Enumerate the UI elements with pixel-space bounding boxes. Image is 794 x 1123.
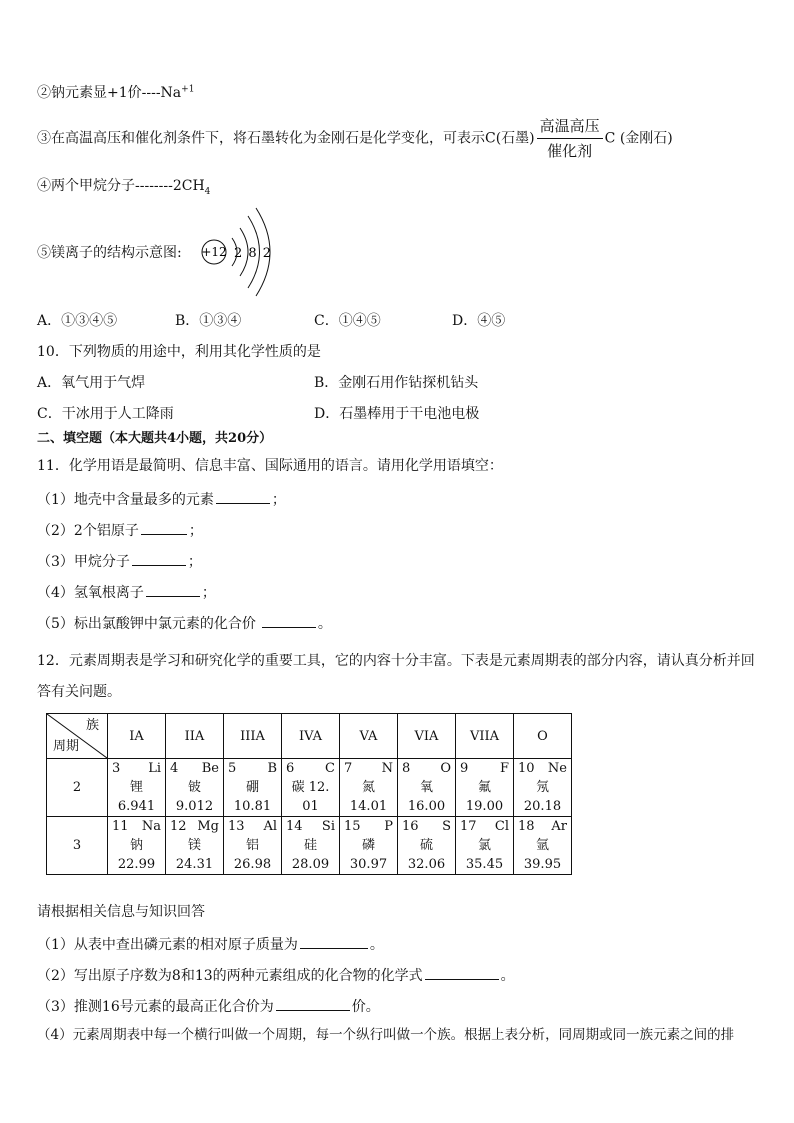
element-symbol: F bbox=[499, 761, 509, 776]
element-name: 镁 bbox=[187, 838, 201, 853]
magnesium-ion-diagram-icon bbox=[196, 204, 286, 299]
q12-stem-line-1: 12．元素周期表是学习和研究化学的重要工具，它的内容十分丰富。下表是元素周期表的部分内容，请认真分析并回 bbox=[37, 653, 755, 669]
element-cell bbox=[224, 759, 282, 817]
element-symbol: S bbox=[442, 819, 451, 834]
element-cell bbox=[166, 817, 224, 875]
period-label: 2 bbox=[47, 759, 108, 817]
element-cell bbox=[108, 817, 166, 875]
q12-answer-2[interactable] bbox=[425, 965, 499, 980]
group-header: IIIA bbox=[224, 714, 282, 759]
group-header: VIIA bbox=[456, 714, 514, 759]
element-symbol: Mg bbox=[197, 819, 219, 834]
q9-option-c[interactable]: C．①④⑤ bbox=[314, 313, 381, 329]
corner-cell bbox=[47, 714, 108, 759]
element-mass: 14.01 bbox=[349, 799, 388, 814]
q9-item-4-text: ④两个甲烷分子--------2CH bbox=[37, 178, 205, 194]
element-name: 铝 bbox=[245, 838, 259, 853]
element-name: 氮 bbox=[361, 780, 375, 795]
element-number: 7 bbox=[344, 761, 353, 776]
q11-answer-2[interactable] bbox=[141, 520, 187, 535]
element-symbol: Ar bbox=[551, 819, 567, 834]
q9-option-b[interactable]: B．①③④ bbox=[175, 313, 242, 329]
element-number: 6 bbox=[286, 761, 295, 776]
element-name: 磷 bbox=[361, 838, 375, 853]
group-header: IIA bbox=[166, 714, 224, 759]
q9-item-2 bbox=[37, 84, 194, 102]
q12-part-1-text: （1）从表中查出磷元素的相对原子质量为 bbox=[37, 937, 298, 953]
element-mass: 16.00 bbox=[407, 799, 446, 814]
element-number: 5 bbox=[228, 761, 237, 776]
element-cell bbox=[224, 817, 282, 875]
group-header: VIA bbox=[398, 714, 456, 759]
element-symbol: P bbox=[384, 819, 393, 834]
element-name: 氧 bbox=[419, 780, 433, 795]
q12-prompt: 请根据相关信息与知识回答 bbox=[37, 904, 205, 920]
q11-part-5-end: 。 bbox=[317, 616, 332, 632]
element-name: 硅 bbox=[303, 838, 317, 853]
element-name: 氟 bbox=[477, 780, 491, 795]
q11-part-2 bbox=[37, 520, 203, 540]
q10-option-c[interactable]: C．干冰用于人工降雨 bbox=[37, 406, 174, 422]
element-cell bbox=[340, 817, 398, 875]
q9-item-2-text: ②钠元素显+1价----Na bbox=[37, 85, 182, 101]
element-name: 锂 bbox=[129, 780, 143, 795]
element-name: 氯 bbox=[477, 838, 491, 853]
element-name: 钠 bbox=[129, 838, 143, 853]
q11-part-4-end: ； bbox=[201, 585, 216, 601]
element-number: 13 bbox=[228, 819, 245, 834]
q9-item-5-text: ⑤镁离子的结构示意图: bbox=[37, 245, 182, 261]
element-number: 8 bbox=[402, 761, 411, 776]
element-symbol: Si bbox=[321, 819, 335, 834]
q11-part-5-text: （5）标出氯酸钾中氯元素的化合价 bbox=[37, 616, 256, 632]
q12-answer-3[interactable] bbox=[276, 996, 350, 1011]
period-row-2 bbox=[47, 759, 572, 817]
q9-item-4 bbox=[37, 177, 210, 195]
element-number: 9 bbox=[460, 761, 469, 776]
q9-item-4-sub: 4 bbox=[204, 186, 211, 197]
element-cell bbox=[166, 759, 224, 817]
element-number: 3 bbox=[112, 761, 121, 776]
element-symbol: Cl bbox=[494, 819, 509, 834]
ion-nucleus-label: +12 bbox=[201, 245, 227, 259]
q9-item-3-post: C (金刚石) bbox=[604, 130, 673, 147]
element-name: 铍 bbox=[187, 780, 201, 795]
q12-part-3 bbox=[37, 996, 380, 1016]
element-mass: 24.31 bbox=[175, 857, 214, 872]
element-number: 16 bbox=[402, 819, 419, 834]
q10-option-a[interactable]: A．氧气用于气焊 bbox=[37, 375, 146, 391]
q12-part-1-end: 。 bbox=[369, 937, 384, 953]
q12-part-4: （4）元素周期表中每一个横行叫做一个周期，每一个纵行叫做一个族。根据上表分析，同周期或同一族元素之间的排 bbox=[37, 1027, 735, 1043]
periodic-table bbox=[46, 713, 572, 875]
corner-top-label: 族 bbox=[85, 718, 99, 733]
element-mass: 39.95 bbox=[523, 857, 562, 872]
q11-part-4 bbox=[37, 582, 216, 602]
reaction-condition bbox=[537, 116, 603, 161]
q12-part-3-end: 价。 bbox=[351, 999, 380, 1015]
element-cell bbox=[456, 817, 514, 875]
element-symbol: Na bbox=[141, 819, 161, 834]
element-cell bbox=[514, 759, 572, 817]
element-name: 硼 bbox=[245, 780, 259, 795]
q11-answer-4[interactable] bbox=[146, 582, 200, 597]
group-header: IA bbox=[108, 714, 166, 759]
q12-stem-line-2: 答有关问题。 bbox=[37, 684, 121, 700]
q11-part-2-end: ； bbox=[188, 523, 203, 539]
element-name: 氖 bbox=[535, 780, 549, 795]
group-header: IVA bbox=[282, 714, 340, 759]
q9-item-2-sup: +1 bbox=[181, 84, 195, 95]
element-symbol: O bbox=[440, 761, 451, 776]
element-number: 4 bbox=[170, 761, 179, 776]
element-number: 17 bbox=[460, 819, 477, 834]
element-number: 18 bbox=[518, 819, 535, 834]
element-number: 15 bbox=[344, 819, 361, 834]
element-cell bbox=[398, 817, 456, 875]
q11-part-3-text: （3）甲烷分子 bbox=[37, 554, 130, 570]
q11-answer-1[interactable] bbox=[216, 489, 270, 504]
q12-answer-1[interactable] bbox=[300, 934, 368, 949]
reaction-condition-top: 高温高压 bbox=[537, 116, 603, 139]
element-mass: 19.00 bbox=[465, 799, 504, 814]
q9-option-a[interactable]: A．①③④⑤ bbox=[37, 313, 118, 329]
q12-part-3-text: （3）推测16号元素的最高正化合价为 bbox=[37, 999, 274, 1015]
q9-option-d[interactable]: D．④⑤ bbox=[452, 313, 506, 329]
element-mass: 6.941 bbox=[117, 799, 156, 814]
q11-part-5 bbox=[37, 613, 332, 633]
section-2-title: 二、填空题（本大题共4小题，共20分） bbox=[37, 431, 273, 446]
q11-part-1-text: （1）地壳中含量最多的元素 bbox=[37, 492, 214, 508]
element-cell bbox=[398, 759, 456, 817]
element-symbol: Al bbox=[263, 819, 277, 834]
element-mass: 20.18 bbox=[523, 799, 562, 814]
reaction-condition-bottom: 催化剂 bbox=[547, 142, 593, 160]
periodic-table-header-row bbox=[47, 714, 572, 759]
q12-part-1 bbox=[37, 934, 384, 954]
element-number: 11 bbox=[112, 819, 129, 834]
element-cell bbox=[340, 759, 398, 817]
q11-part-1 bbox=[37, 489, 286, 509]
q9-item-3 bbox=[37, 116, 673, 161]
element-mass: 35.45 bbox=[465, 857, 504, 872]
element-symbol: Be bbox=[201, 761, 219, 776]
element-mass: 10.81 bbox=[233, 799, 272, 814]
element-symbol: C bbox=[325, 761, 335, 776]
element-mass: 28.09 bbox=[291, 857, 330, 872]
q12-part-2-text: （2）写出原子序数为8和13的两种元素组成的化合物的化学式 bbox=[37, 968, 423, 984]
element-mass: 30.97 bbox=[349, 857, 388, 872]
q12-part-2-end: 。 bbox=[500, 968, 515, 984]
q11-stem: 11．化学用语是最简明、信息丰富、国际通用的语言。请用化学用语填空： bbox=[37, 458, 503, 474]
group-header: O bbox=[514, 714, 572, 759]
corner-bottom-label: 周期 bbox=[53, 739, 80, 754]
q11-answer-5[interactable] bbox=[262, 613, 316, 628]
group-header: VA bbox=[340, 714, 398, 759]
element-cell bbox=[282, 759, 340, 817]
element-symbol: Ne bbox=[547, 761, 567, 776]
q11-part-2-text: （2）2个铝原子 bbox=[37, 523, 139, 539]
q11-part-4-text: （4）氢氧根离子 bbox=[37, 585, 144, 601]
element-symbol: B bbox=[267, 761, 277, 776]
element-mass: 9.012 bbox=[175, 799, 214, 814]
element-cell bbox=[282, 817, 340, 875]
period-row-3 bbox=[47, 817, 572, 875]
q12-part-2 bbox=[37, 965, 515, 985]
element-mass: 32.06 bbox=[407, 857, 446, 872]
element-number: 14 bbox=[286, 819, 303, 834]
element-symbol: N bbox=[381, 761, 393, 776]
ion-shell-counts: 2 8 2 bbox=[234, 246, 273, 261]
element-name: 硫 bbox=[419, 838, 433, 853]
element-mass: 22.99 bbox=[117, 857, 156, 872]
q9-item-5 bbox=[37, 244, 182, 262]
q10-option-d[interactable]: D．石墨棒用于干电池电极 bbox=[314, 406, 480, 422]
element-name: 碳 12. bbox=[291, 780, 330, 795]
element-mass: 01 bbox=[302, 799, 319, 814]
element-cell bbox=[456, 759, 514, 817]
q10-option-b[interactable]: B．金刚石用作钻探机钻头 bbox=[314, 375, 479, 391]
q9-item-3-pre: ③在高温高压和催化剂条件下，将石墨转化为金刚石是化学变化，可表示C(石墨) bbox=[37, 130, 535, 147]
q11-part-3-end: ； bbox=[187, 554, 202, 570]
element-mass: 26.98 bbox=[233, 857, 272, 872]
element-number: 10 bbox=[518, 761, 535, 776]
element-symbol: Li bbox=[148, 761, 161, 776]
q10-stem: 10．下列物质的用途中，利用其化学性质的是 bbox=[37, 344, 321, 360]
period-label: 3 bbox=[47, 817, 108, 875]
q11-part-3 bbox=[37, 551, 202, 571]
q11-answer-3[interactable] bbox=[132, 551, 186, 566]
element-name: 氩 bbox=[535, 838, 549, 853]
q11-part-1-end: ； bbox=[271, 492, 286, 508]
element-cell bbox=[108, 759, 166, 817]
element-cell bbox=[514, 817, 572, 875]
element-number: 12 bbox=[170, 819, 187, 834]
